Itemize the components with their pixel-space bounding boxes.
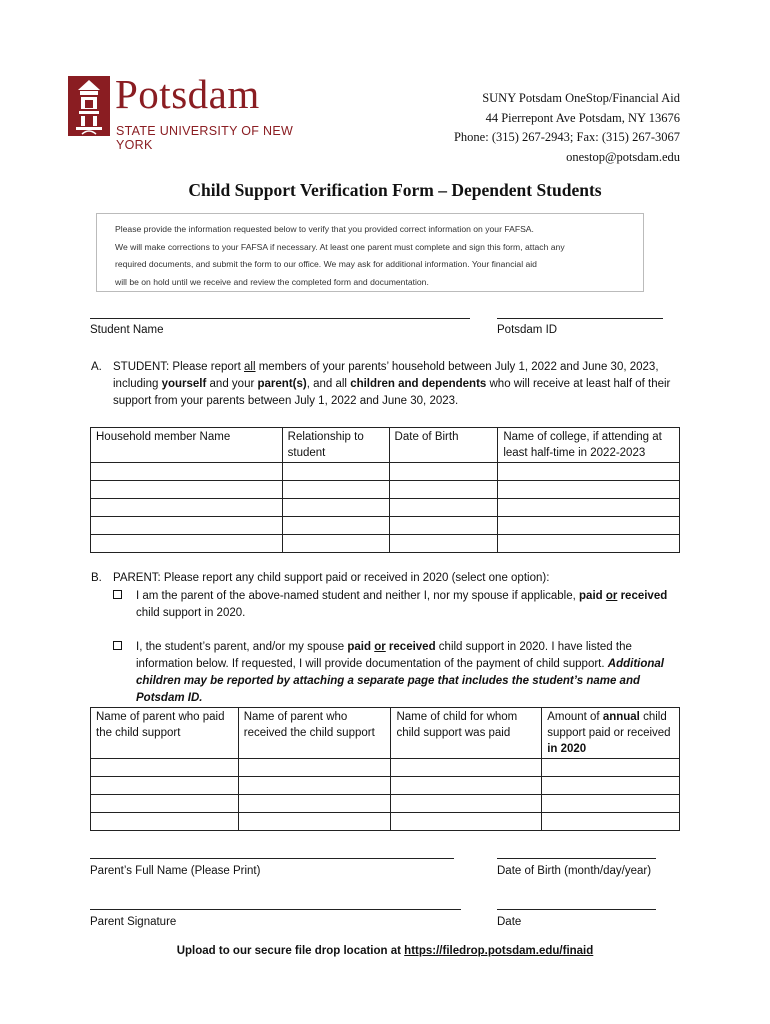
table-row [91,813,680,831]
table-row [91,535,680,553]
address-line-2: 44 Pierrepont Ave Potsdam, NY 13676 [485,110,680,125]
option-paid: paid [579,590,606,602]
address-phone: Phone: (315) 267-2943; Fax: (315) 267-3067 [453,130,680,144]
table-cell[interactable] [389,517,498,535]
table-cell[interactable] [498,499,680,517]
column-header: Household member Name [91,428,283,463]
table-cell[interactable] [91,535,283,553]
section-a-text: including [113,378,162,390]
table-header-row [91,428,680,463]
option-or: or [374,641,386,653]
page-title: Child Support Verification Form – Dependent Students [188,180,602,200]
section-a-parents: parent(s) [257,378,307,390]
option-text: I am the parent of the above-named student and neither I, nor my spouse if applicable, [136,590,580,602]
table-cell[interactable] [542,759,680,777]
section-a-all: all [244,361,256,373]
logo-wordmark: Potsdam [115,71,260,117]
table-cell[interactable] [91,463,283,481]
table-cell[interactable] [238,759,391,777]
signature-date-line[interactable] [497,909,656,910]
header-year: in 2020 [547,743,587,755]
instructions-box [96,213,644,292]
table-cell[interactable] [91,777,239,795]
section-a-text: and your [206,378,258,390]
signature-date-label: Date [497,916,522,928]
table-cell[interactable] [498,535,680,553]
section-a-text: support from your parents between July 1, 2022 and June 30, 2023. [113,395,459,407]
potsdam-id-line[interactable] [497,318,663,319]
parent-name-line[interactable] [90,858,454,859]
checkbox-paid-received[interactable] [113,641,122,650]
option-text: information below. If requested, I will provide documentation of the payment of child support. [136,658,608,670]
table-cell[interactable] [391,777,542,795]
address-line-1: SUNY Potsdam OneStop/Financial Aid [482,91,680,105]
parent-name-label: Parent’s Full Name (Please Print) [90,865,261,877]
table-cell[interactable] [91,481,283,499]
table-row [91,499,680,517]
table-cell[interactable] [498,463,680,481]
table-row [91,777,680,795]
checkbox-no-support[interactable] [113,590,122,599]
section-b-letter: B. [91,572,102,584]
section-a-letter: A. [91,361,102,373]
option-received: received [385,641,436,653]
table-row [91,481,680,499]
column-header: Name of parent who paid the child support [91,708,239,759]
parent-dob-line[interactable] [497,858,656,859]
table-cell[interactable] [282,535,389,553]
table-header-row [91,708,680,759]
table-cell[interactable] [389,463,498,481]
option-paid-received [113,639,683,707]
notice-line-1: Please provide the information requested below to verify that you provided correct information on your FAFSA. [115,224,534,234]
table-cell[interactable] [91,759,239,777]
table-cell[interactable] [282,499,389,517]
student-name-line[interactable] [90,318,470,319]
table-cell[interactable] [282,463,389,481]
table-row [91,463,680,481]
table-row [91,759,680,777]
option-paid: paid [347,641,375,653]
column-header: Date of Birth [389,428,498,463]
option-or: or [605,590,618,602]
child-support-table [90,707,680,831]
table-cell[interactable] [282,481,389,499]
table-cell[interactable] [389,499,498,517]
section-a-text: members of your parents’ household between July 1, 2022 and June 30, 2023, [255,361,659,373]
section-a-children: children and dependents [350,378,487,390]
parent-signature-label: Parent Signature [90,916,177,928]
column-header: Name of parent who received the child support [238,708,391,759]
table-cell[interactable] [391,813,542,831]
table-cell[interactable] [391,795,542,813]
section-a-text: who will receive at least half of their [486,378,671,390]
notice-line-4: will be on hold until we receive and review the completed form and documentation. [115,276,429,287]
table-cell[interactable] [238,795,391,813]
header-text: Amount of [547,711,603,723]
option-note: children may be reported by attaching a separate page that includes the student’s name and Potsdam ID. [136,675,641,704]
table-cell[interactable] [91,813,239,831]
table-cell[interactable] [238,777,391,795]
clocktower-icon [68,76,110,136]
table-cell[interactable] [389,481,498,499]
university-logo [68,71,308,152]
logo-subtitle: STATE UNIVERSITY OF NEW YORK [116,124,294,152]
section-b [91,570,693,587]
section-b-intro: PARENT: Please report any child support paid or received in 2020 (select one option): [113,572,550,584]
table-cell[interactable] [498,481,680,499]
column-header: Relationship to student [282,428,389,463]
upload-instructions [0,945,770,957]
option-text: child support in 2020. I have listed the [435,641,632,653]
table-cell[interactable] [91,795,239,813]
column-header: Name of college, if attending at least half-time in 2022-2023 [498,428,680,463]
table-cell[interactable] [91,499,283,517]
table-cell[interactable] [542,813,680,831]
notice-line-2: We will make corrections to your FAFSA if necessary. At least one parent must complete and sign this form, attach any [115,241,565,252]
filedrop-link[interactable]: https://filedrop.potsdam.edu/finaid [404,945,594,957]
section-a-yourself: yourself [161,378,207,390]
table-cell[interactable] [542,795,680,813]
table-cell[interactable] [391,759,542,777]
table-cell[interactable] [91,517,283,535]
option-received: received [617,590,668,602]
option-text: I, the student’s parent, and/or my spouse [136,641,348,653]
student-name-label: Student Name [90,324,164,336]
office-address [454,89,680,167]
section-a [91,359,693,410]
option-note: Additional [607,658,664,670]
option-no-support [113,588,683,622]
table-cell[interactable] [389,535,498,553]
table-cell[interactable] [238,813,391,831]
upload-text: Upload to our secure file drop location at [176,945,405,957]
column-header: Name of child for whom child support was paid [391,708,542,759]
table-cell[interactable] [542,777,680,795]
table-row [91,795,680,813]
option-text: child support in 2020. [136,607,246,619]
header-annual: annual [602,711,640,723]
notice-line-3: required documents, and submit the form to our office. We may ask for additional information. Your financial aid [115,259,537,269]
potsdam-id-label: Potsdam ID [497,324,558,336]
table-cell[interactable] [498,517,680,535]
address-email: onestop@potsdam.edu [566,149,680,164]
parent-signature-line[interactable] [90,909,461,910]
parent-dob-label: Date of Birth (month/day/year) [497,865,652,877]
table-cell[interactable] [282,517,389,535]
header-text: child support paid or received [547,711,671,739]
table-row [91,517,680,535]
household-table [90,427,680,553]
section-a-text: STUDENT: Please report [113,361,245,373]
column-header [542,708,680,759]
section-a-text: , and all [306,378,351,390]
